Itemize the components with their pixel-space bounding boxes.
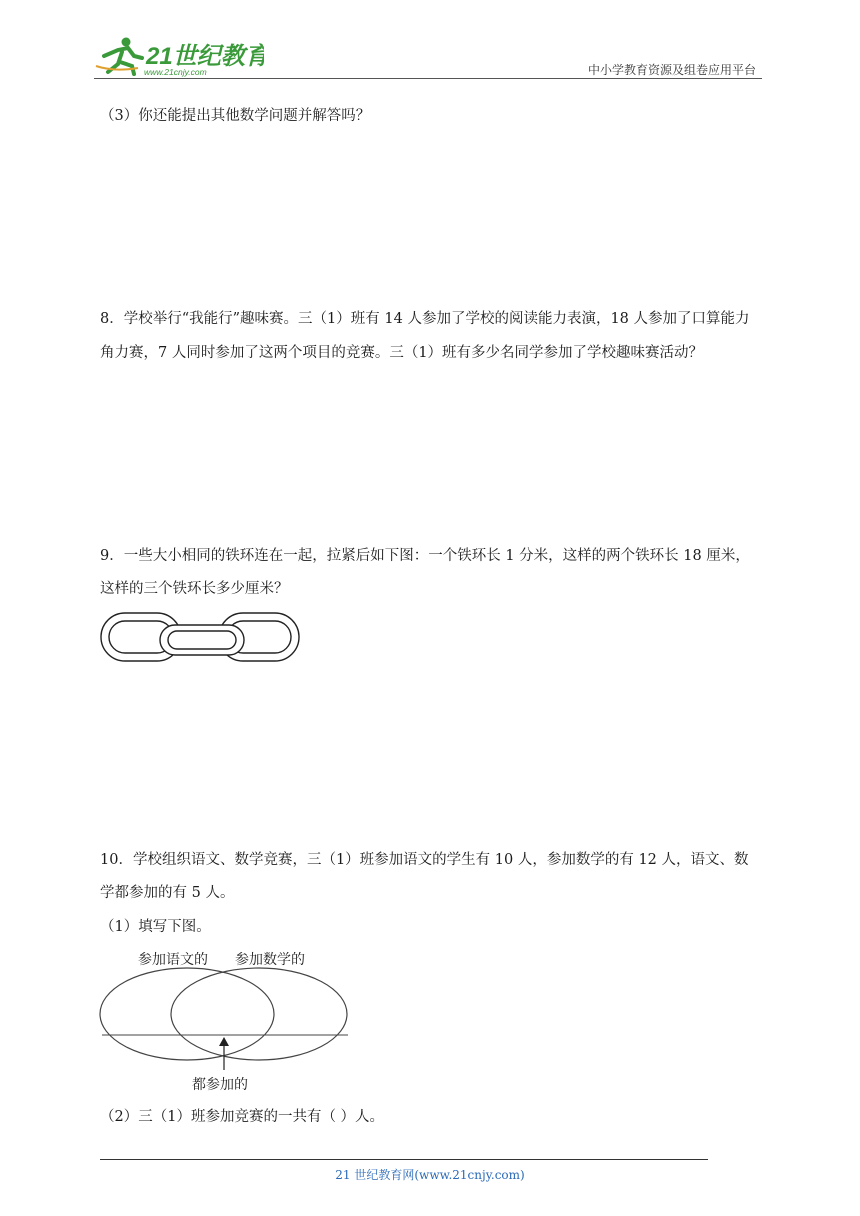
question-10-part-2: （2）三（1）班参加竞赛的一共有（ ）人。	[100, 1109, 385, 1125]
question-10-part-1: （1）填写下图。	[100, 919, 211, 935]
site-tagline: 中小学教育资源及组卷应用平台	[587, 63, 756, 77]
venn-label-chinese: 参加语文的	[138, 952, 208, 968]
question-9-line-2: 这样的三个铁环长多少厘米？	[100, 581, 289, 597]
venn-label-math: 参加数学的	[235, 952, 305, 968]
question-10-line-1: 10．学校组织语文、数学竞赛，三（1）班参加语文的学生有 10 人，参加数学的有 12 人，语文、数	[100, 852, 749, 868]
question-9-line-1: 9．一些大小相同的铁环连在一起，拉紧后如下图：一个铁环长 1 分米，这样的两个铁环长 18 厘米，	[100, 548, 750, 564]
venn-right-ellipse	[171, 968, 347, 1060]
question-8-line-1: 8．学校举行“我能行”趣味赛。三（1）班有 14 人参加了学校的阅读能力表演，18 人参加了口算能力	[100, 311, 750, 327]
header-divider	[94, 78, 762, 79]
footer-divider	[100, 1159, 708, 1160]
venn-left-ellipse	[100, 968, 274, 1060]
question-10-line-2: 学都参加的有 5 人。	[100, 885, 235, 901]
question-8-line-2: 角力赛，7 人同时参加了这两个项目的竞赛。三（1）班有多少名同学参加了学校趣味赛活动？	[100, 345, 704, 361]
venn-label-both: 都参加的	[192, 1077, 248, 1093]
site-logo	[94, 36, 264, 78]
question-7-part-3: （3）你还能提出其他数学问题并解答吗？	[100, 108, 371, 124]
chain-rings-figure	[100, 611, 304, 665]
arrow-up-icon	[219, 1037, 229, 1046]
runner-icon	[96, 38, 142, 75]
footer-link[interactable]: 21 世纪教育网(www.21cnjy.com)	[335, 1168, 525, 1182]
logo-wordmark: 21世纪教育	[146, 43, 264, 70]
venn-diagram	[98, 944, 352, 1098]
logo-url: www.21cnjy.com	[144, 67, 207, 77]
